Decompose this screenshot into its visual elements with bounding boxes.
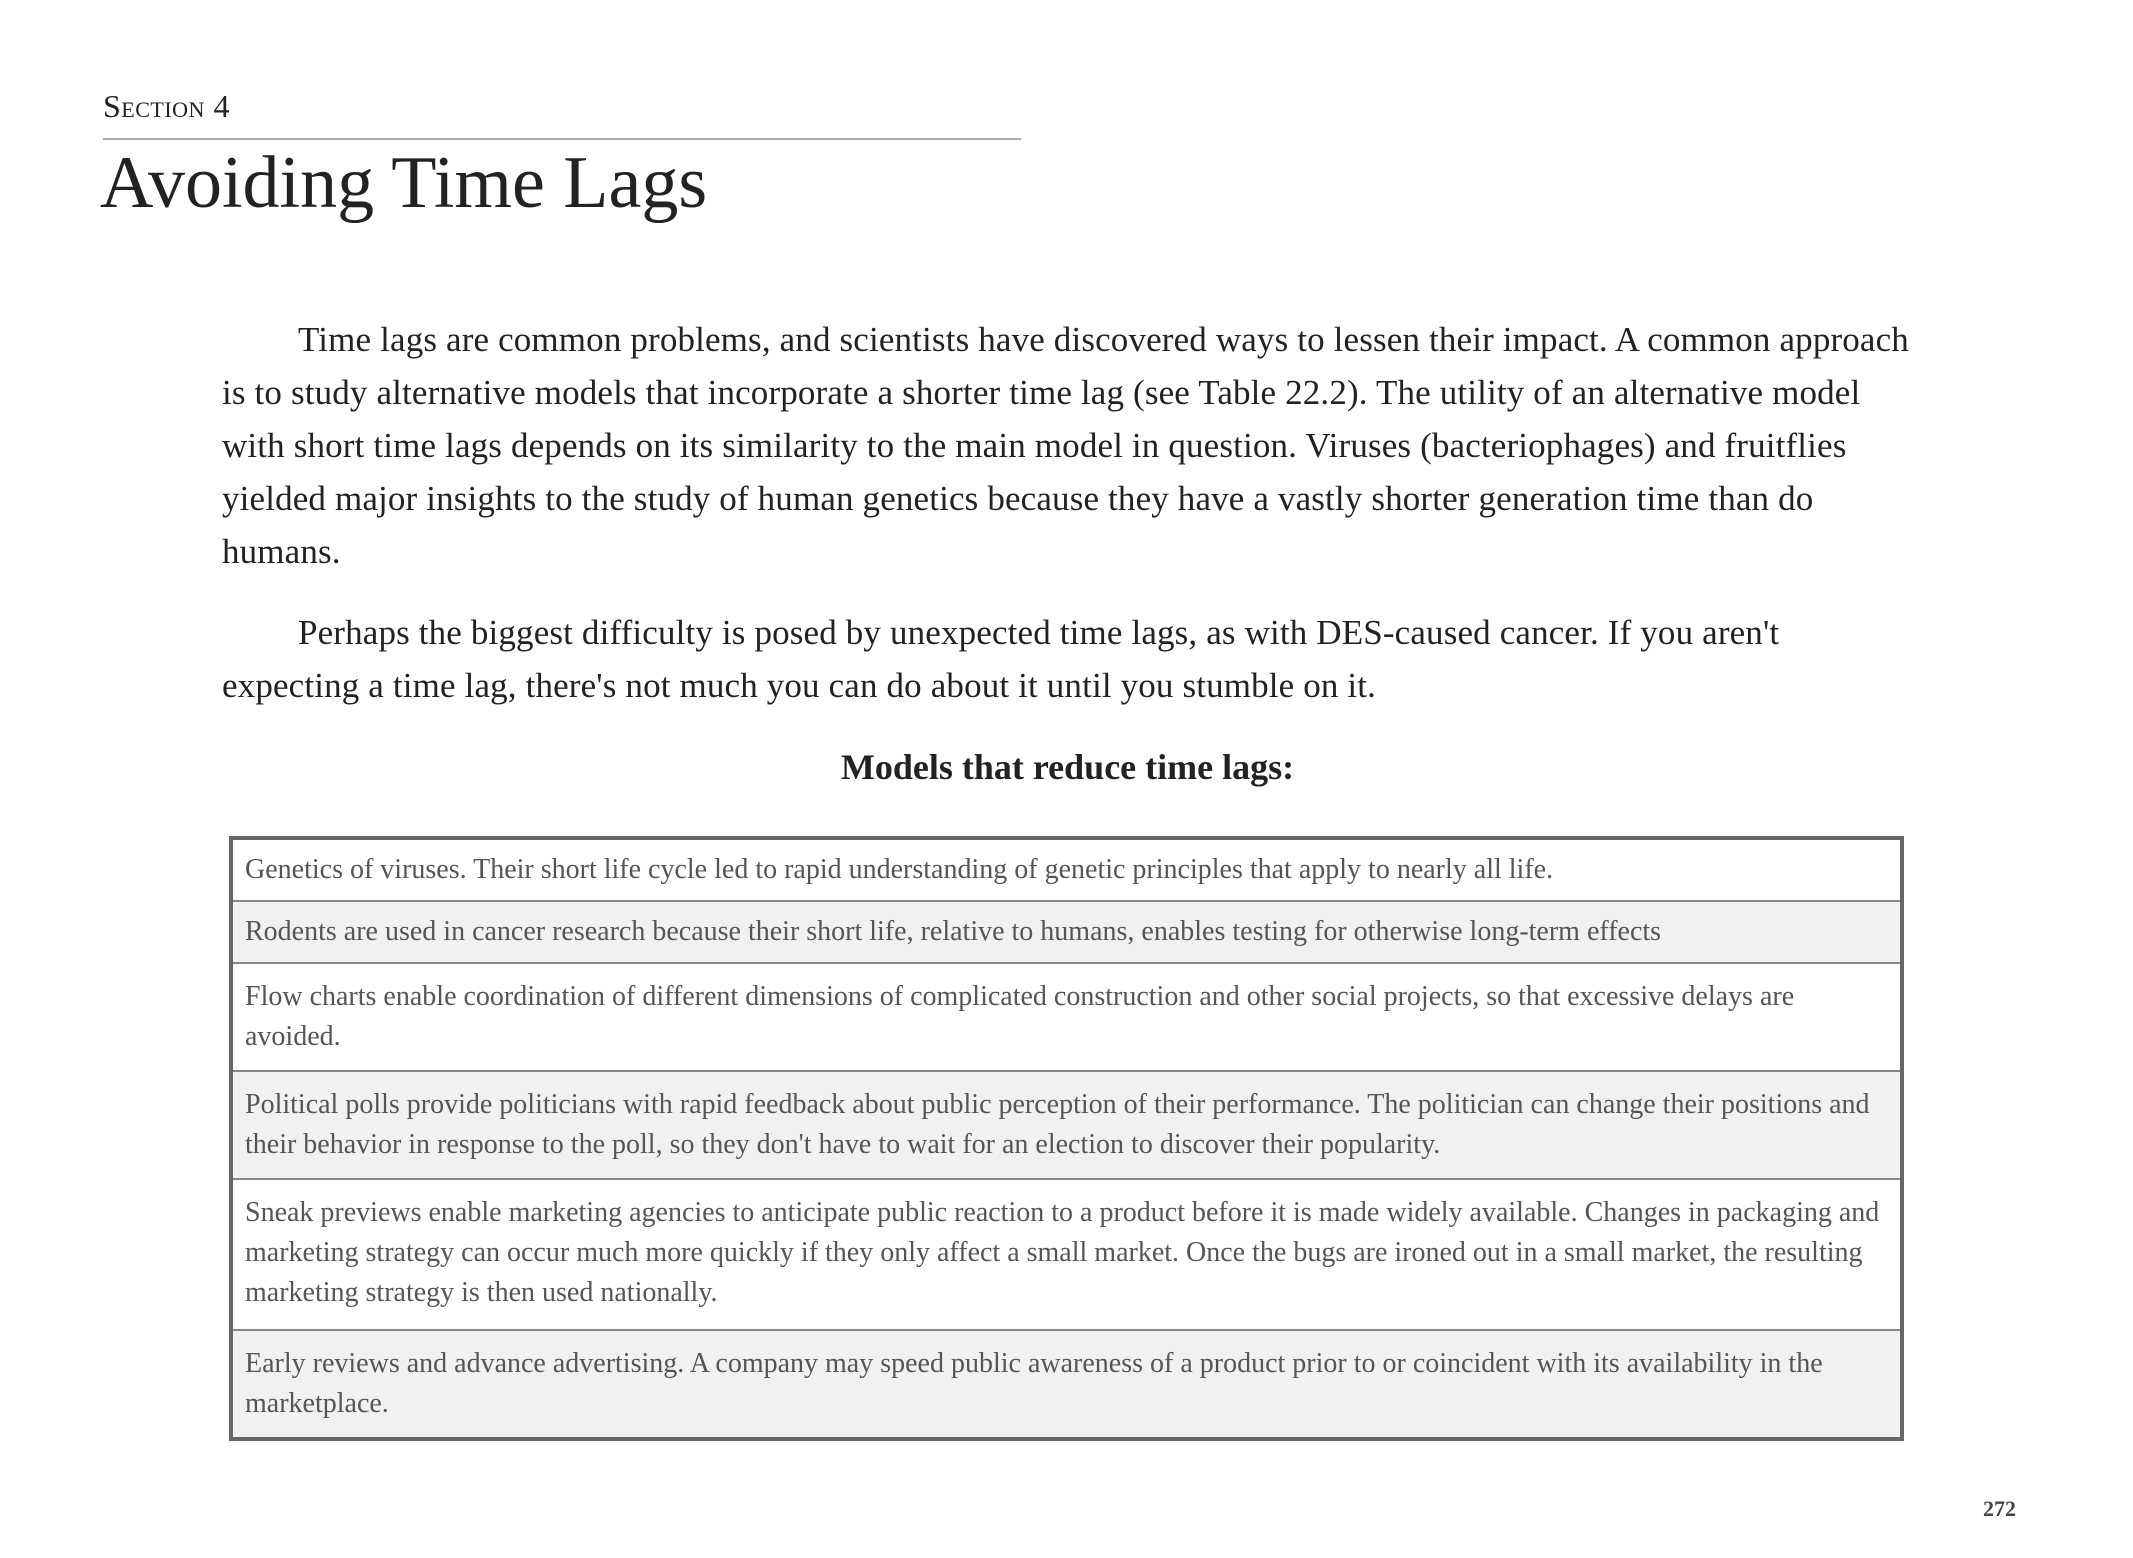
table-heading: Models that reduce time lags:	[840, 747, 1295, 787]
table-row: Genetics of viruses. Their short life cycle led to rapid understanding of genetic principles that apply to nearly all life.	[245, 854, 1554, 885]
table-row: Sneak previews enable marketing agencies to anticipate public reaction to a product before it is made widely available. Changes in packaging and marketing strategy can occur much more quickly if they only affect a small market. Once the bugs are ironed out in a small market, the resulting marketing strategy is then used nationally.	[233, 1178, 1900, 1329]
body-paragraph: Perhaps the biggest difficulty is posed by unexpected time lags, as with DES-caused cancer. If you aren't expecting a time lag, there's not much you can do about it until you stumble on it.	[222, 613, 1780, 705]
table-row: Early reviews and advance advertising. A company may speed public awareness of a product prior to or coincident with its availability in the marketplace.	[233, 1329, 1900, 1437]
section-label: Section 4	[103, 88, 230, 124]
body-paragraph: Time lags are common problems, and scientists have discovered ways to lessen their impact. A common approach is to study alternative models that incorporate a shorter time lag (see Table 22.2). The utility of an alternative model with short time lags depends on its similarity to the main model in question. Viruses (bacteriophages) and fruitflies yielded major insights to the study of human genetics because they have a vastly shorter generation time than do humans.	[222, 320, 1909, 571]
page-number: 272	[1983, 1496, 2016, 1521]
table-row: Rodents are used in cancer research because their short life, relative to humans, enables testing for otherwise long-term effects	[233, 900, 1900, 962]
chapter-title: Avoiding Time Lags	[100, 142, 708, 224]
table-row: Flow charts enable coordination of different dimensions of complicated construction and other social projects, so that excessive delays are avoided.	[233, 962, 1900, 1070]
table-row: Political polls provide politicians with rapid feedback about public perception of their performance. The politician can change their positions and their behavior in response to the poll, so they don't have to wait for an election to discover their popularity.	[233, 1070, 1900, 1178]
models-table	[229, 836, 1904, 1441]
